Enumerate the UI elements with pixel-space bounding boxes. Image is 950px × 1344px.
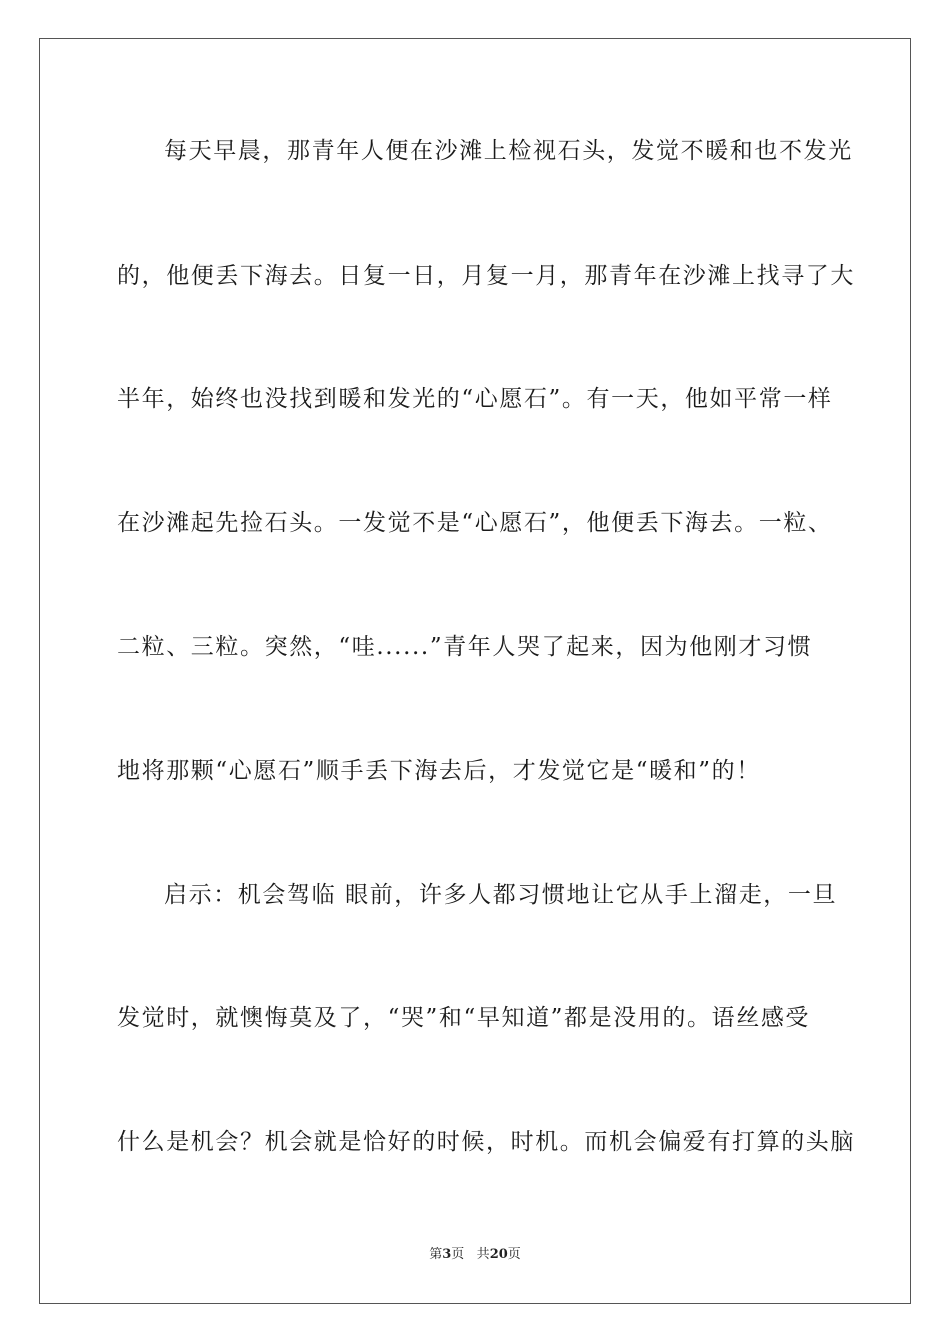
- paragraph-line: 什么是机会？机会就是恰好的时候，时机。而机会偏爱有打算的头脑: [117, 1129, 855, 1155]
- paragraph-line: 地将那颗“心愿石”顺手丢下海去后，才发觉它是“暖和”的！: [117, 758, 761, 784]
- paragraph-line: 的，他便丢下海去。日复一日，月复一月，那青年在沙滩上找寻了大: [117, 263, 855, 289]
- paragraph-line: 在沙滩起先捡石头。一发觉不是“心愿石”，他便丢下海去。一粒、: [117, 510, 833, 536]
- paragraph-line: 启示：机会驾临 眼前，许多人都习惯地让它从手上溜走，一旦: [164, 882, 838, 908]
- page-prefix: 第: [429, 1247, 443, 1262]
- total-pages: 20: [489, 1247, 508, 1262]
- page-footer: [0, 1246, 950, 1264]
- total-unit: 页: [507, 1247, 521, 1262]
- page-border: [39, 38, 911, 1304]
- paragraph-line: 每天早晨，那青年人便在沙滩上检视石头，发觉不暖和也不发光: [164, 138, 853, 164]
- page-unit: 页: [451, 1247, 465, 1262]
- paragraph-line: 半年，始终也没找到暖和发光的“心愿石”。有一天，他如平常一样: [117, 386, 833, 412]
- page-number: 3: [442, 1247, 452, 1262]
- paragraph-line: 二粒、三粒。突然，“哇......”青年人哭了起来，因为他刚才习惯: [117, 634, 813, 660]
- total-prefix: 共: [476, 1247, 490, 1262]
- paragraph-line: 发觉时，就懊悔莫及了，“哭”和“早知道”都是没用的。语丝感受: [117, 1005, 811, 1031]
